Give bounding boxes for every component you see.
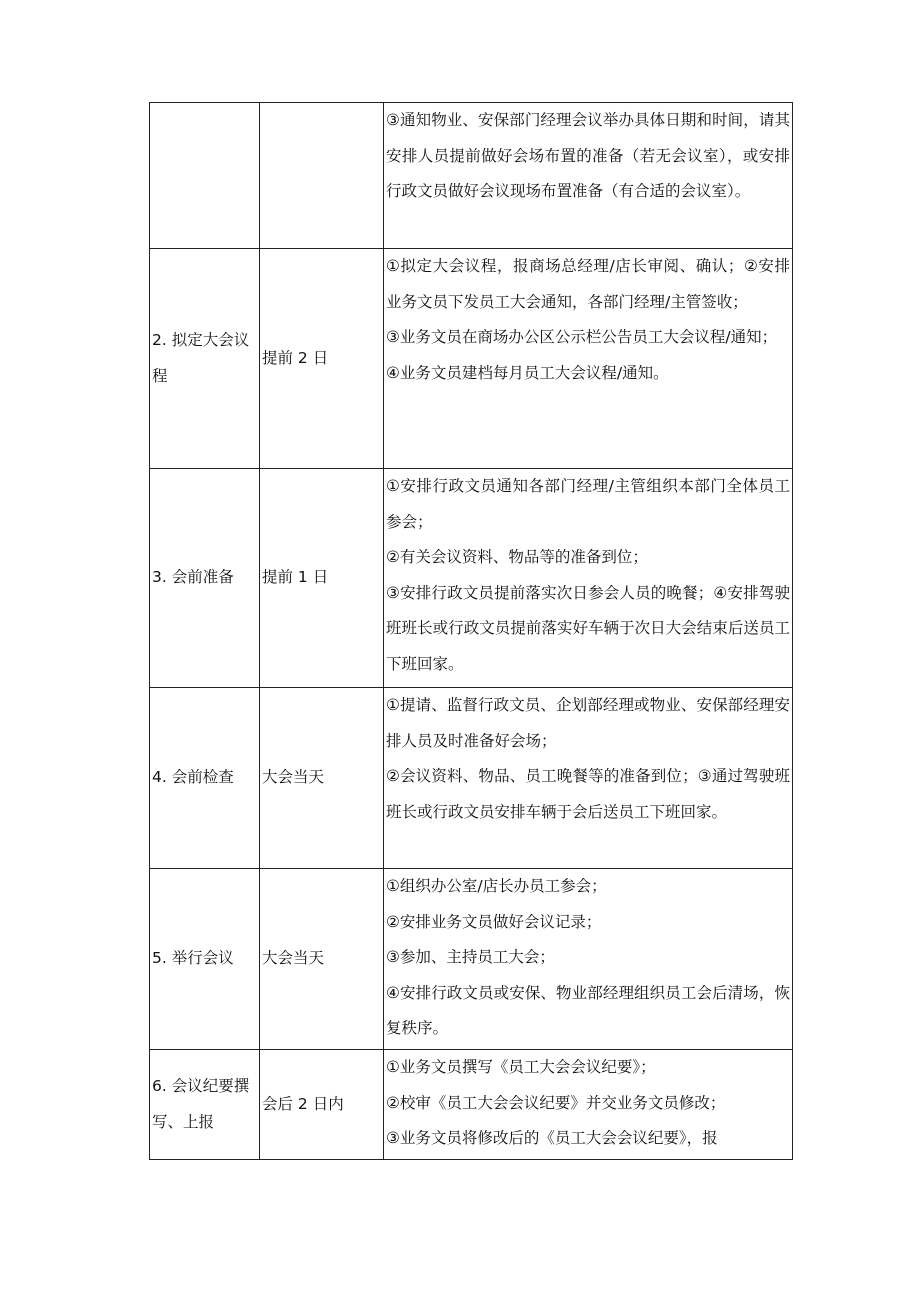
time-cell: 大会当天 <box>260 869 384 1050</box>
content-line: ②校审《员工大会会议纪要》并交业务文员修改； <box>386 1093 726 1112</box>
table-row <box>150 469 793 688</box>
step-cell: 4. 会前检查 <box>150 688 260 869</box>
content-line: ②有关会议资料、物品等的准备到位； <box>386 548 648 566</box>
content-cell <box>384 469 793 688</box>
content-line: ④安排行政文员或安保、物业部经理组织员工会后清场，恢复秩序。 <box>386 983 790 1037</box>
content-line: ①业务文员撰写《员工大会会议纪要》； <box>386 1058 656 1076</box>
content-line: ②会议资料、物品、员工晚餐等的准备到位；③通过驾驶班班长或行政文员安排车辆于会后送员工下班回家。 <box>386 767 790 821</box>
content-cell <box>384 1050 793 1160</box>
content-line: ①安排行政文员通知各部门经理/主管组织本部门全体员工参会； <box>386 477 790 531</box>
content-cell <box>384 869 793 1050</box>
step-cell: 6. 会议纪要撰写、上报 <box>150 1050 260 1160</box>
content-line: ④业务文员建档每月员工大会议程/通知。 <box>386 363 669 382</box>
content-line: ③通知物业、安保部门经理会议举办具体日期和时间，请其安排人员提前做好会场布置的准备（若无会议室），或安排行政文员做好会议现场布置准备（有合适的会议室）。 <box>386 111 790 200</box>
step-cell <box>150 103 260 249</box>
meeting-procedure-table <box>149 102 793 1160</box>
content-line: ①提请、监督行政文员、企划部经理或物业、安保部经理安排人员及时准备好会场； <box>386 696 790 750</box>
content-cell <box>384 688 793 869</box>
table-row <box>150 1050 793 1160</box>
table-row <box>150 249 793 469</box>
step-cell: 3. 会前准备 <box>150 469 260 688</box>
time-cell: 提前 1 日 <box>260 469 384 688</box>
table-row <box>150 688 793 869</box>
content-line: ③业务文员将修改后的《员工大会会议纪要》，报 <box>386 1129 718 1147</box>
time-cell: 会后 2 日内 <box>260 1050 384 1160</box>
content-line: ③业务文员在商场办公区公示栏公告员工大会议程/通知； <box>386 328 778 346</box>
step-cell: 2. 拟定大会议程 <box>150 249 260 469</box>
time-cell: 提前 2 日 <box>260 249 384 469</box>
time-cell: 大会当天 <box>260 688 384 869</box>
table-row <box>150 869 793 1050</box>
content-line: ③参加、主持员工大会； <box>386 948 555 966</box>
step-cell: 5. 举行会议 <box>150 869 260 1050</box>
content-line: ①拟定大会议程，报商场总经理/店长审阅、确认；②安排业务文员下发员工大会通知，各部门经理/主管签收； <box>386 257 790 311</box>
content-cell <box>384 249 793 469</box>
content-line: ③安排行政文员提前落实次日参会人员的晚餐；④安排驾驶班班长或行政文员提前落实好车辆于次日大会结束后送员工下班回家。 <box>386 583 790 673</box>
table-row <box>150 103 793 249</box>
content-line: ②安排业务文员做好会议记录； <box>386 912 602 931</box>
content-line: ①组织办公室/店长办员工参会； <box>386 877 607 895</box>
time-cell <box>260 103 384 249</box>
content-cell <box>384 103 793 249</box>
